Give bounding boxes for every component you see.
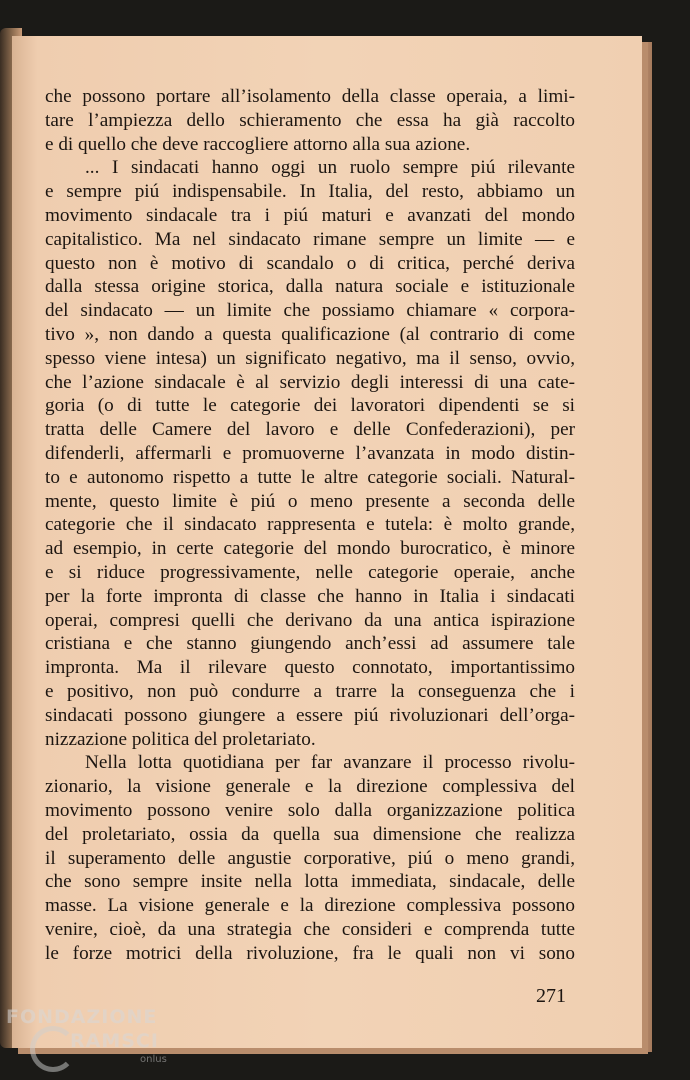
- text-line: e si riduce progressivamente, nelle categorie operaie, anche: [45, 561, 575, 583]
- text-line: sindacati possono giungere a essere piú rivoluzionari dell’orga-: [45, 704, 575, 726]
- text-line: movimento sindacale tra i piú maturi e avanzati del mondo: [45, 204, 575, 226]
- page-number: 271: [536, 985, 566, 1007]
- watermark-suffix: onlus: [140, 1054, 167, 1065]
- text-line: e sempre piú indispensabile. In Italia, del resto, abbiamo un: [45, 181, 575, 203]
- text-line: che sono sempre insite nella lotta immediata, sindacale, delle: [45, 871, 575, 893]
- text-line: impronta. Ma il rilevare questo connotato, importantissimo: [45, 657, 575, 679]
- text-line: operai, compresi quelli che derivano da una antica ispirazione: [45, 609, 575, 631]
- text-line: goria (o di tutte le categorie dei lavoratori dipendenti se si: [45, 395, 575, 417]
- text-line: del proletariato, ossia da quella sua dimensione che realizza: [45, 823, 575, 845]
- text-line: e positivo, non può condurre a trarre la conseguenza che i: [45, 680, 575, 702]
- text-line: che l’azione sindacale è al servizio degli interessi di una cate-: [45, 371, 575, 393]
- text-line: zionario, la visione generale e la direzione complessiva del: [45, 776, 575, 798]
- text-line: venire, cioè, da una strategia che consideri e comprenda tutte: [45, 918, 575, 940]
- text-line: tare l’ampiezza dello schieramento che essa ha già raccolto: [45, 109, 575, 131]
- text-line: difenderli, affermarli e promuoverne l’avanzata in modo distin-: [45, 442, 575, 464]
- text-line: del sindacato — un limite che possiamo chiamare « corpora-: [45, 300, 575, 322]
- text-line: ... I sindacati hanno oggi un ruolo sempre piú rilevante: [85, 157, 575, 179]
- text-line: movimento possono venire solo dalla organizzazione politica: [45, 799, 575, 821]
- text-line: che possono portare all’isolamento della classe operaia, a limi-: [45, 86, 575, 107]
- text-line: e di quello che deve raccogliere attorno alla sua azione.: [45, 133, 471, 155]
- text-line: questo non è motivo di scandalo o di critica, perché deriva: [45, 252, 575, 274]
- text-line: per la forte impronta di classe che hanno in Italia i sindacati: [45, 585, 575, 607]
- text-line: mente, questo limite è piú o meno presente a seconda delle: [45, 490, 575, 512]
- text-line: tratta delle Camere del lavoro e delle Confederazioni), per: [45, 419, 575, 441]
- text-line: nizzazione politica del proletariato.: [45, 728, 316, 750]
- text-line: cristiana e che stanno giungendo anch’essi ad assumere tale: [45, 633, 575, 655]
- text-line: il superamento delle angustie corporative, piú o meno grandi,: [45, 847, 575, 869]
- text-line: spesso viene intesa) un significato negativo, ma il senso, ovvio,: [45, 347, 575, 369]
- text-line: tivo », non dando a questa qualificazione (al contrario di come: [45, 323, 575, 345]
- text-line: masse. La visione generale e la direzione complessiva possono: [45, 895, 575, 917]
- text-line: Nella lotta quotidiana per far avanzare il processo rivolu-: [85, 752, 575, 774]
- watermark-subtitle: RAMSCI: [70, 1030, 159, 1052]
- text-line: categorie che il sindacato rappresenta e tutela: è molto grande,: [45, 514, 575, 536]
- text-line: le forze motrici della rivoluzione, fra le quali non vi sono: [45, 942, 575, 964]
- text-line: to e autonomo rispetto a tutte le altre categorie sociali. Natural-: [45, 466, 575, 488]
- text-line: capitalistico. Ma nel sindacato rimane sempre un limite — e: [45, 228, 575, 250]
- text-line: ad esempio, in certe categorie del mondo burocratico, è minore: [45, 538, 575, 560]
- text-line: dalla stessa origine storica, dalla natura sociale e istituzionale: [45, 276, 575, 298]
- body-text: [45, 85, 575, 965]
- watermark-title: FONDAZIONE: [6, 1006, 158, 1028]
